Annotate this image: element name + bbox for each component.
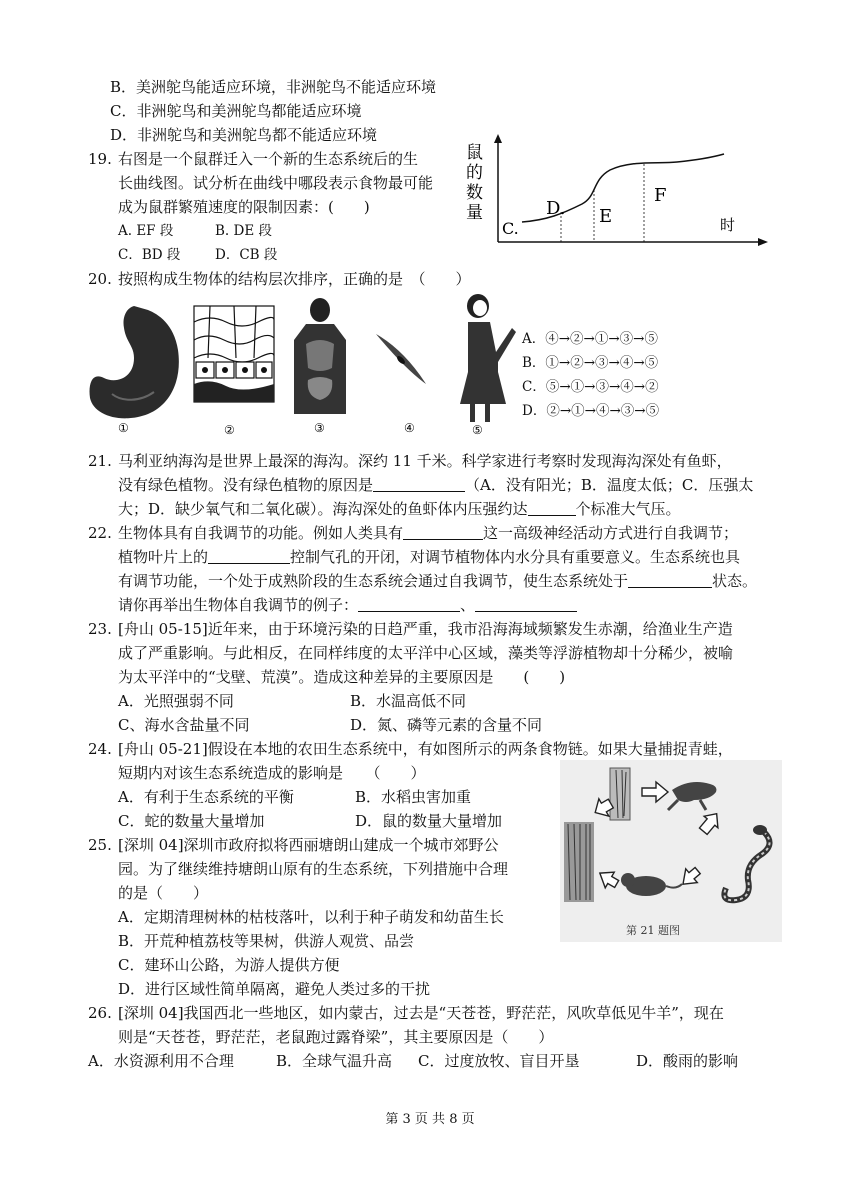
q25-line-2: 园。为了继续维持塘朗山原有的生态系统，下列措施中合理: [118, 860, 509, 878]
q19-option-d: D．CB 段: [215, 247, 278, 263]
q21-answer-blank-2[interactable]: [528, 501, 576, 516]
q19-number: 19.: [88, 150, 112, 168]
figure-label-3: ③: [314, 421, 325, 435]
spindle-cell-figure: [370, 324, 434, 438]
q24-option-b: B．水稻虫害加重: [355, 788, 472, 806]
q25-number: 25.: [88, 836, 112, 854]
q26-line-2: 则是“天苍苍，野茫茫，老鼠跑过露脊梁”，其主要原因是（ ）: [118, 1028, 554, 1046]
q21-line-3-text-b: 个标准大气压。: [575, 500, 681, 518]
chart-point-c: C.: [502, 219, 519, 238]
q22-answer-blank-3[interactable]: [628, 573, 712, 588]
rice-plant-icon: [610, 768, 630, 820]
q23-option-b: B．水温高低不同: [350, 692, 467, 710]
q24-option-a: A．有利于生态系统的平衡: [118, 788, 294, 806]
food-chain-figure: [560, 760, 782, 942]
chart-x-arrow: [758, 238, 768, 246]
rice-field-icon: [564, 822, 594, 902]
q24-option-c: C．蛇的数量大量增加: [118, 812, 265, 830]
human-body-figure: [288, 296, 352, 438]
q23-line-2: 成了严重影响。与此相反，在同样纬度的太平洋中心区域，藻类等浮游植物却十分稀少，被喻: [118, 644, 734, 662]
q20-option-a: A．④→②→①→③→⑤: [522, 331, 658, 347]
q22-line-3: [118, 570, 757, 592]
figure-label-4: ④: [404, 421, 415, 435]
q26-option-a: A．水资源利用不合理: [88, 1052, 234, 1070]
chart-point-e: E: [599, 206, 613, 227]
q25-line-1: [深圳 04]深圳市政府拟将西丽塘朗山建成一个城市郊野公: [118, 836, 499, 854]
chart-point-f: F: [654, 185, 667, 206]
q25-option-d: D．进行区域性简单隔离，避免人类过多的干扰: [118, 980, 431, 998]
q24-option-d: D．鼠的数量大量增加: [355, 812, 503, 830]
q22-line-4: [118, 594, 577, 616]
q22-line-2-text-a: 植物叶片上的: [118, 548, 209, 566]
q26-option-c: C．过度放牧、盲目开垦: [418, 1052, 580, 1070]
q26-option-b: B．全球气温升高: [276, 1052, 393, 1070]
q22-line-4-separator: 、: [460, 596, 476, 614]
page-footer: 第 3 页 共 8 页: [385, 1112, 475, 1127]
q23-number: 23.: [88, 620, 112, 638]
q24-line-1: [舟山 05-21]假设在本地的农田生态系统中，有如图所示的两条食物链。如果大量捕捉青蛙，: [118, 740, 733, 758]
q22-line-4-text-a: 请你再举出生物体自我调节的例子：: [118, 596, 359, 614]
stomach-figure: [82, 298, 192, 438]
q21-line-2-text-a: 没有绿色植物。没有绿色植物的原因是: [118, 476, 374, 494]
q21-line-1: 马利亚纳海沟是世界上最深的海沟。深约 11 千米。科学家进行考察时发现海沟深处有鱼虾，: [118, 452, 732, 470]
tissue-cells-figure: [190, 300, 278, 440]
q24-number: 24.: [88, 740, 112, 758]
q25-line-3: 的是（ ）: [118, 884, 209, 902]
figure-label-1: ①: [118, 421, 129, 435]
q20-text: 按照构成生物体的结构层次排序，正确的是 （ ）: [118, 270, 471, 288]
q23-line-1: [舟山 05-15]近年来，由于环境污染的日趋严重，我市沿海海域频繁发生赤潮，给渔业生产造: [118, 620, 733, 638]
q22-number: 22.: [88, 524, 112, 542]
figure-label-2: ②: [224, 423, 235, 437]
q21-number: 21.: [88, 452, 112, 470]
q25-option-a: A．定期清理树林的枯枝落叶，以利于种子萌发和幼苗生长: [118, 908, 504, 926]
q19-line-1: 右图是一个鼠群迁入一个新的生态系统后的生: [118, 150, 419, 168]
food-chain-caption: 第 21 题图: [626, 924, 680, 937]
q21-answer-blank-1[interactable]: [373, 477, 465, 492]
q22-line-2-text-b: 控制气孔的开闭，对调节植物体内水分具有重要意义。生态系统也具: [290, 548, 741, 566]
q22-answer-blank-1[interactable]: [403, 525, 483, 540]
q20-option-b: B．①→②→③→④→⑤: [522, 355, 659, 371]
q23-option-c: C、海水含盐量不同: [118, 716, 250, 734]
q18-option-c: C．非洲鸵鸟和美洲鸵鸟都能适应环境: [110, 102, 362, 120]
q19-line-2: 长曲线图。试分析在曲线中哪段表示食物最可能: [118, 174, 434, 192]
chart-y-arrow: [494, 134, 502, 143]
mouse-growth-curve-chart: [462, 134, 772, 254]
q19-option-b: B. DE 段: [215, 223, 272, 239]
q22-line-3-text-b: 状态。: [712, 572, 758, 590]
chart-xlabel: 时: [720, 216, 736, 234]
q21-line-3: [118, 498, 681, 520]
q21-line-2-text-b: （A．没有阳光；B．温度太低；C．压强太: [465, 476, 754, 494]
q24-line-2: 短期内对该生态系统造成的影响是 （ ）: [118, 764, 426, 782]
q26-line-1: [深圳 04]我国西北一些地区，如内蒙古，过去是“天苍苍，野茫茫，风吹草低见牛羊”，现在: [118, 1004, 724, 1022]
q22-answer-blank-4[interactable]: [358, 597, 460, 612]
q26-option-d: D．酸雨的影响: [636, 1052, 739, 1070]
q22-answer-blank-2[interactable]: [208, 549, 290, 564]
q21-line-2: [118, 474, 753, 496]
q22-line-1: [118, 522, 738, 544]
q21-line-3-text-a: 大；D．缺少氧气和二氧化碳）。海沟深处的鱼虾体内压强约达: [118, 500, 528, 518]
q18-option-b: B．美洲鸵鸟能适应环境，非洲鸵鸟不能适应环境: [110, 78, 437, 96]
q20-option-d: D．②→①→④→③→⑤: [522, 403, 660, 419]
q22-line-1-text-a: 生物体具有自我调节的功能。例如人类具有: [118, 524, 404, 542]
girl-figure: [454, 292, 518, 438]
q19-option-c: C．BD 段: [118, 247, 181, 263]
q25-option-b: B．开荒种植荔枝等果树，供游人观赏、品尝: [118, 932, 415, 950]
chart-ylabel-char-2: 的: [466, 163, 483, 183]
q23-line-3: 为太平洋中的“戈壁、荒漠”。造成这种差异的主要原因是 ( ): [118, 668, 566, 686]
q26-number: 26.: [88, 1004, 112, 1022]
q23-option-d: D．氮、磷等元素的含量不同: [350, 716, 543, 734]
chart-ylabel-char-4: 量: [466, 203, 483, 223]
q20-option-c: C．⑤→①→③→④→②: [522, 379, 659, 395]
chart-ylabel-char-1: 鼠: [466, 143, 483, 163]
chart-ylabel-char-3: 数: [466, 183, 483, 203]
q19-line-3: 成为鼠群繁殖速度的限制因素：( ): [118, 198, 370, 216]
q22-line-2: [118, 546, 740, 568]
q22-answer-blank-5[interactable]: [475, 597, 577, 612]
q19-option-a: A. EF 段: [118, 223, 174, 239]
q22-line-3-text-a: 有调节功能，一个处于成熟阶段的生态系统会通过自我调节，使生态系统处于: [118, 572, 629, 590]
figure-label-5: ⑤: [472, 423, 483, 437]
q23-option-a: A．光照强弱不同: [118, 692, 234, 710]
q20-number: 20.: [88, 270, 112, 288]
q25-option-c: C．建环山公路，为游人提供方便: [118, 956, 340, 974]
chart-point-d: D.: [546, 198, 566, 219]
q22-line-1-text-b: 这一高级神经活动方式进行自我调节；: [483, 524, 739, 542]
q18-option-d: D．非洲鸵鸟和美洲鸵鸟都不能适应环境: [110, 126, 378, 144]
